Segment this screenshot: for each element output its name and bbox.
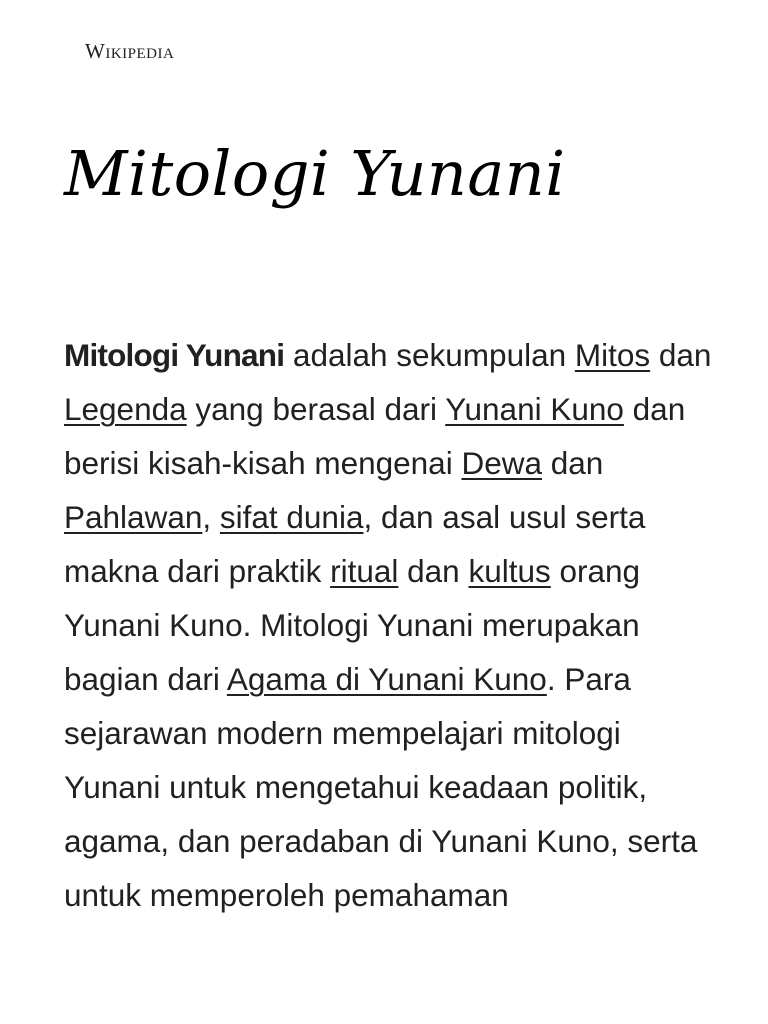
link-agama-di-yunani-kuno[interactable]: Agama di Yunani Kuno [226, 661, 547, 697]
link-kultus[interactable]: kultus [468, 553, 551, 589]
link-pahlawan[interactable]: Pahlawan [64, 499, 203, 535]
link-sifat-dunia[interactable]: sifat dunia [219, 499, 364, 535]
text-segment: . Para sejarawan modern mempelajari mitologi Yunani untuk mengetahui keadaan politik, agama, dan peradaban di Yunani Kuno, serta untuk memperoleh pemahaman [64, 661, 698, 913]
text-segment: dan berisi kisah-kisah mengenai [64, 391, 686, 481]
link-yunani-kuno[interactable]: Yunani Kuno [445, 391, 624, 427]
article-intro-paragraph [64, 328, 724, 922]
text-segment: yang berasal dari [186, 391, 446, 427]
text-segment: dan [398, 553, 469, 589]
link-mitos[interactable]: Mitos [574, 337, 651, 373]
bold-term: Mitologi Yunani [64, 337, 285, 373]
text-segment: adalah sekumpulan [284, 337, 575, 373]
text-segment: dan [650, 337, 712, 373]
link-ritual[interactable]: ritual [330, 553, 399, 589]
link-legenda[interactable]: Legenda [64, 391, 187, 427]
text-segment: , [202, 499, 220, 535]
text-segment: , dan asal usul serta makna dari praktik [64, 499, 646, 589]
page-title: Mitologi Yunani [64, 137, 566, 210]
text-segment: orang Yunani Kuno. Mitologi Yunani merupakan bagian dari [64, 553, 641, 697]
link-dewa[interactable]: Dewa [461, 445, 542, 481]
wikipedia-logo[interactable]: Wikipedia [85, 39, 175, 63]
text-segment: dan [542, 445, 604, 481]
